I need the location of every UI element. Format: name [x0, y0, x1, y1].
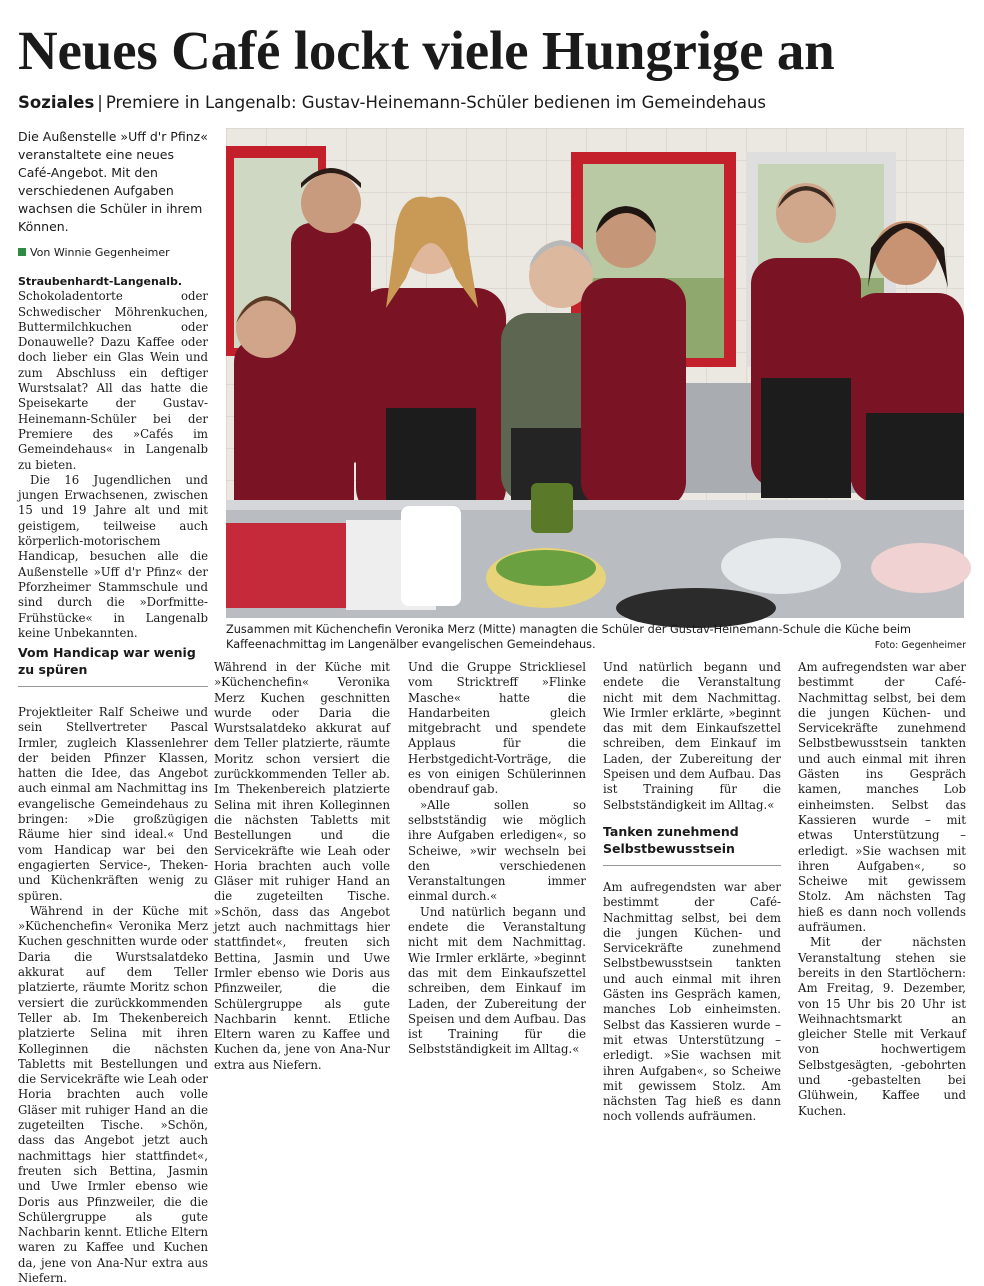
subheadline: Premiere in Langenalb: Gustav-Heinemann-Schüler bedienen im Gemeindehaus: [105, 93, 767, 112]
author-name: Von Winnie Gegenheimer: [30, 246, 170, 259]
subheading-2: Tanken zunehmend Selbstbewusstsein: [603, 823, 739, 856]
byline-square-icon: [18, 248, 26, 256]
subheading-rule-2: [603, 865, 781, 866]
column-2: [214, 660, 390, 1072]
paragraph-8-start: Am aufregendsten war aber bestimmt der Café-Nachmittag selbst, bei dem die jungen Küchen- und Servicekräfte zunehmend Selbstbewusstsein tankten und auch einmal mit ihren Gästen ins Gespräch kamen, manches Lob einheimsten. Selbst das Kassieren wurde – mit etwas Unterstützung – erledigt. »Sie wachsen mit ihren Aufgaben«, so Scheiwe mit gewissem Stolz. Am nächsten Tag hieß es dann noch vollends aufräumen.: [603, 879, 781, 1124]
subheading-1: Vom Handicap war wenig zu spüren: [18, 645, 196, 677]
paragraph-2: Die 16 Jugendlichen und jungen Erwachsenen, zwischen 15 und 19 Jahre alt und mit geistigem, teilweise auch körperlich-motorischem Handicap, besuchen alle die Außenstelle »Uff d'r Pfinz« der Pforzheimer Stammschule und sind durch die »Dorfmitte-Frühstücke« in Langenalb keine Unbekannten.: [18, 472, 208, 640]
column-5: [798, 660, 966, 1118]
column-1-lower: [18, 634, 208, 1285]
paragraph-7-start: Und natürlich begann und endete die Veranstaltung nicht mit dem Nachmittag. Wie Irmler erklärte, »beginnt das mit dem Einkaufszettel schreiben, dem Einkauf im Laden, der Zubereitung der Speisen und dem Aufbau. Das ist Training für die Selbstständigkeit im Alltag.«: [408, 904, 586, 1057]
paragraph-4-cont: Während in der Küche mit »Küchenchefin« Veronika Merz Kuchen geschnitten wurde oder Daria die Wurstsalatdeko akkurat auf dem Teller platzierte, räumte Moritz schon versiert die zurückkommenden Teller ab. Im Thekenbereich platzierte Selina mit ihren Kolleginnen die nächsten Tabletts mit Bestellungen und die Servicekräfte wie Leah oder Horia brachten auch volle Gläser mit ruhiger Hand an die zugeteilten Tische. »Schön, dass das Angebot jetzt auch nachmittags hier stattfindet«, freuten sich Bettina, Jasmin und Uwe Irmler ebenso wie Doris aus Pfinzweiler, die die Schülergruppe als gute Nachbarin kennt. Etliche Eltern waren zu Kaffee und Kuchen da, jene von Ana-Nur extra aus Niefern.: [214, 660, 390, 1072]
paragraph-3: Projektleiter Ralf Scheiwe und sein Stellvertreter Pascal Irmler, zugleich Klassenlehrer der beiden Pfinzer Klassen, hatten die Idee, das Angebot auch einmal am Nachmittag ins evangelische Gemeindehaus zu bringen: »Die großzügigen Räume hier sind ideal.« Und vom Handicap war bei den engagierten Service-, Theken- und Küchenkräften wenig zu spüren.: [18, 705, 208, 903]
photo-caption: Zusammen mit Küchenchefin Veronika Merz (Mitte) managten die Schüler der Gustav-Heinemann-Schule die Küche beim Kaffeenachmittag im Langenälber evangelischen Gemeindehaus.: [226, 623, 912, 651]
article-intro: Die Außenstelle »Uff d'r Pfinz« veranstaltete eine neues Café-Angebot. Mit den verschiedenen Aufgaben wachsen die Schüler in ihrem Können.: [18, 129, 208, 234]
byline: [18, 245, 208, 261]
kitchen-group-photo: [226, 128, 964, 618]
column-3: [408, 660, 586, 1057]
paragraph-7-cont: Und natürlich begann und endete die Veranstaltung nicht mit dem Nachmittag. Wie Irmler erklärte, »beginnt das mit dem Einkaufszettel schreiben, dem Einkauf im Laden, der Zubereitung der Speisen und dem Aufbau. Das ist Training für die Selbstständigkeit im Alltag.«: [603, 660, 781, 812]
headline: Neues Café lockt viele Hungrige an: [18, 20, 835, 81]
subheadline-row: [18, 92, 968, 114]
column-1: [18, 274, 208, 640]
paragraph-1: Schokoladentorte oder Schwedischer Möhrenkuchen, Buttermilchkuchen oder Donauwelle? Dazu Kaffee oder doch lieber ein Glas Wein und zum Abschluss ein deftiger Wurstsalat? All das hatte die Speisekarte der Gustav-Heinemann-Schüler bei der Premiere des »Cafés im Gemeindehaus« in Langenalb zu bieten.: [18, 289, 208, 472]
paragraph-6: »Alle sollen so selbstständig wie möglich ihre Aufgaben erledigen«, so Scheiwe, »wir wechseln bei den verschiedenen Veranstaltungen immer einmal durch.«: [408, 797, 586, 904]
paragraph-8-cont: Am aufregendsten war aber bestimmt der Café-Nachmittag selbst, bei dem die jungen Küchen- und Servicekräfte zunehmend Selbstbewusstsein tankten und auch einmal mit ihren Gästen ins Gespräch kamen, manches Lob einheimsten. Selbst das Kassieren wurde – mit etwas Unterstützung – erledigt. »Sie wachsen mit ihren Aufgaben«, so Scheiwe mit gewissem Stolz. Am nächsten Tag hieß es dann noch vollends aufräumen.: [798, 660, 966, 935]
kicker-separator: |: [97, 93, 103, 112]
paragraph-4-start: Während in der Küche mit »Küchenchefin« Veronika Merz Kuchen geschnitten wurde oder Daria die Wurstsalatdeko akkurat auf dem Teller platzierte, räumte Moritz schon versiert die zurückkommenden Teller ab. Im Thekenbereich platzierte Selina mit ihren Kolleginnen die nächsten Tabletts mit Bestellungen und die Servicekräfte wie Leah oder Horia brachten auch volle Gläser mit ruhiger Hand an die zugeteilten Tische. »Schön, dass das Angebot jetzt auch nachmittags hier stattfindet«, freuten sich Bettina, Jasmin und Uwe Irmler ebenso wie Doris aus Pfinzweiler, die die Schülergruppe als gute Nachbarin kennt. Etliche Eltern waren zu Kaffee und Kuchen da, jene von Ana-Nur extra aus Niefern.: [18, 903, 208, 1285]
section-kicker: Soziales: [18, 93, 95, 112]
subheading-rule: [18, 686, 208, 687]
dateline: Straubenhardt-Langenalb.: [18, 275, 183, 288]
photo-credit: Foto: Gegenheimer: [874, 640, 966, 651]
paragraph-9: Mit der nächsten Veranstaltung stehen sie bereits in den Startlöchern: Am Freitag, 9. Dezember, von 15 Uhr bis 20 Uhr ist Weihnachtsmarkt an gleicher Stelle mit Verkauf von hochwertigem Selbstgesägten, -gebohrten und -gebastelten bei Glühwein, Kaffee und Kuchen.: [798, 935, 966, 1118]
column-4: [603, 660, 781, 1124]
paragraph-5: Und die Gruppe Strickliesel vom Stricktreff »Flinke Masche« hatte die Handarbeiten gleich mitgebracht und spendete Applaus für die Herbstgedicht-Vorträge, die es von einigen Schülerinnen obendrauf gab.: [408, 660, 586, 797]
article-photo: [226, 128, 964, 618]
